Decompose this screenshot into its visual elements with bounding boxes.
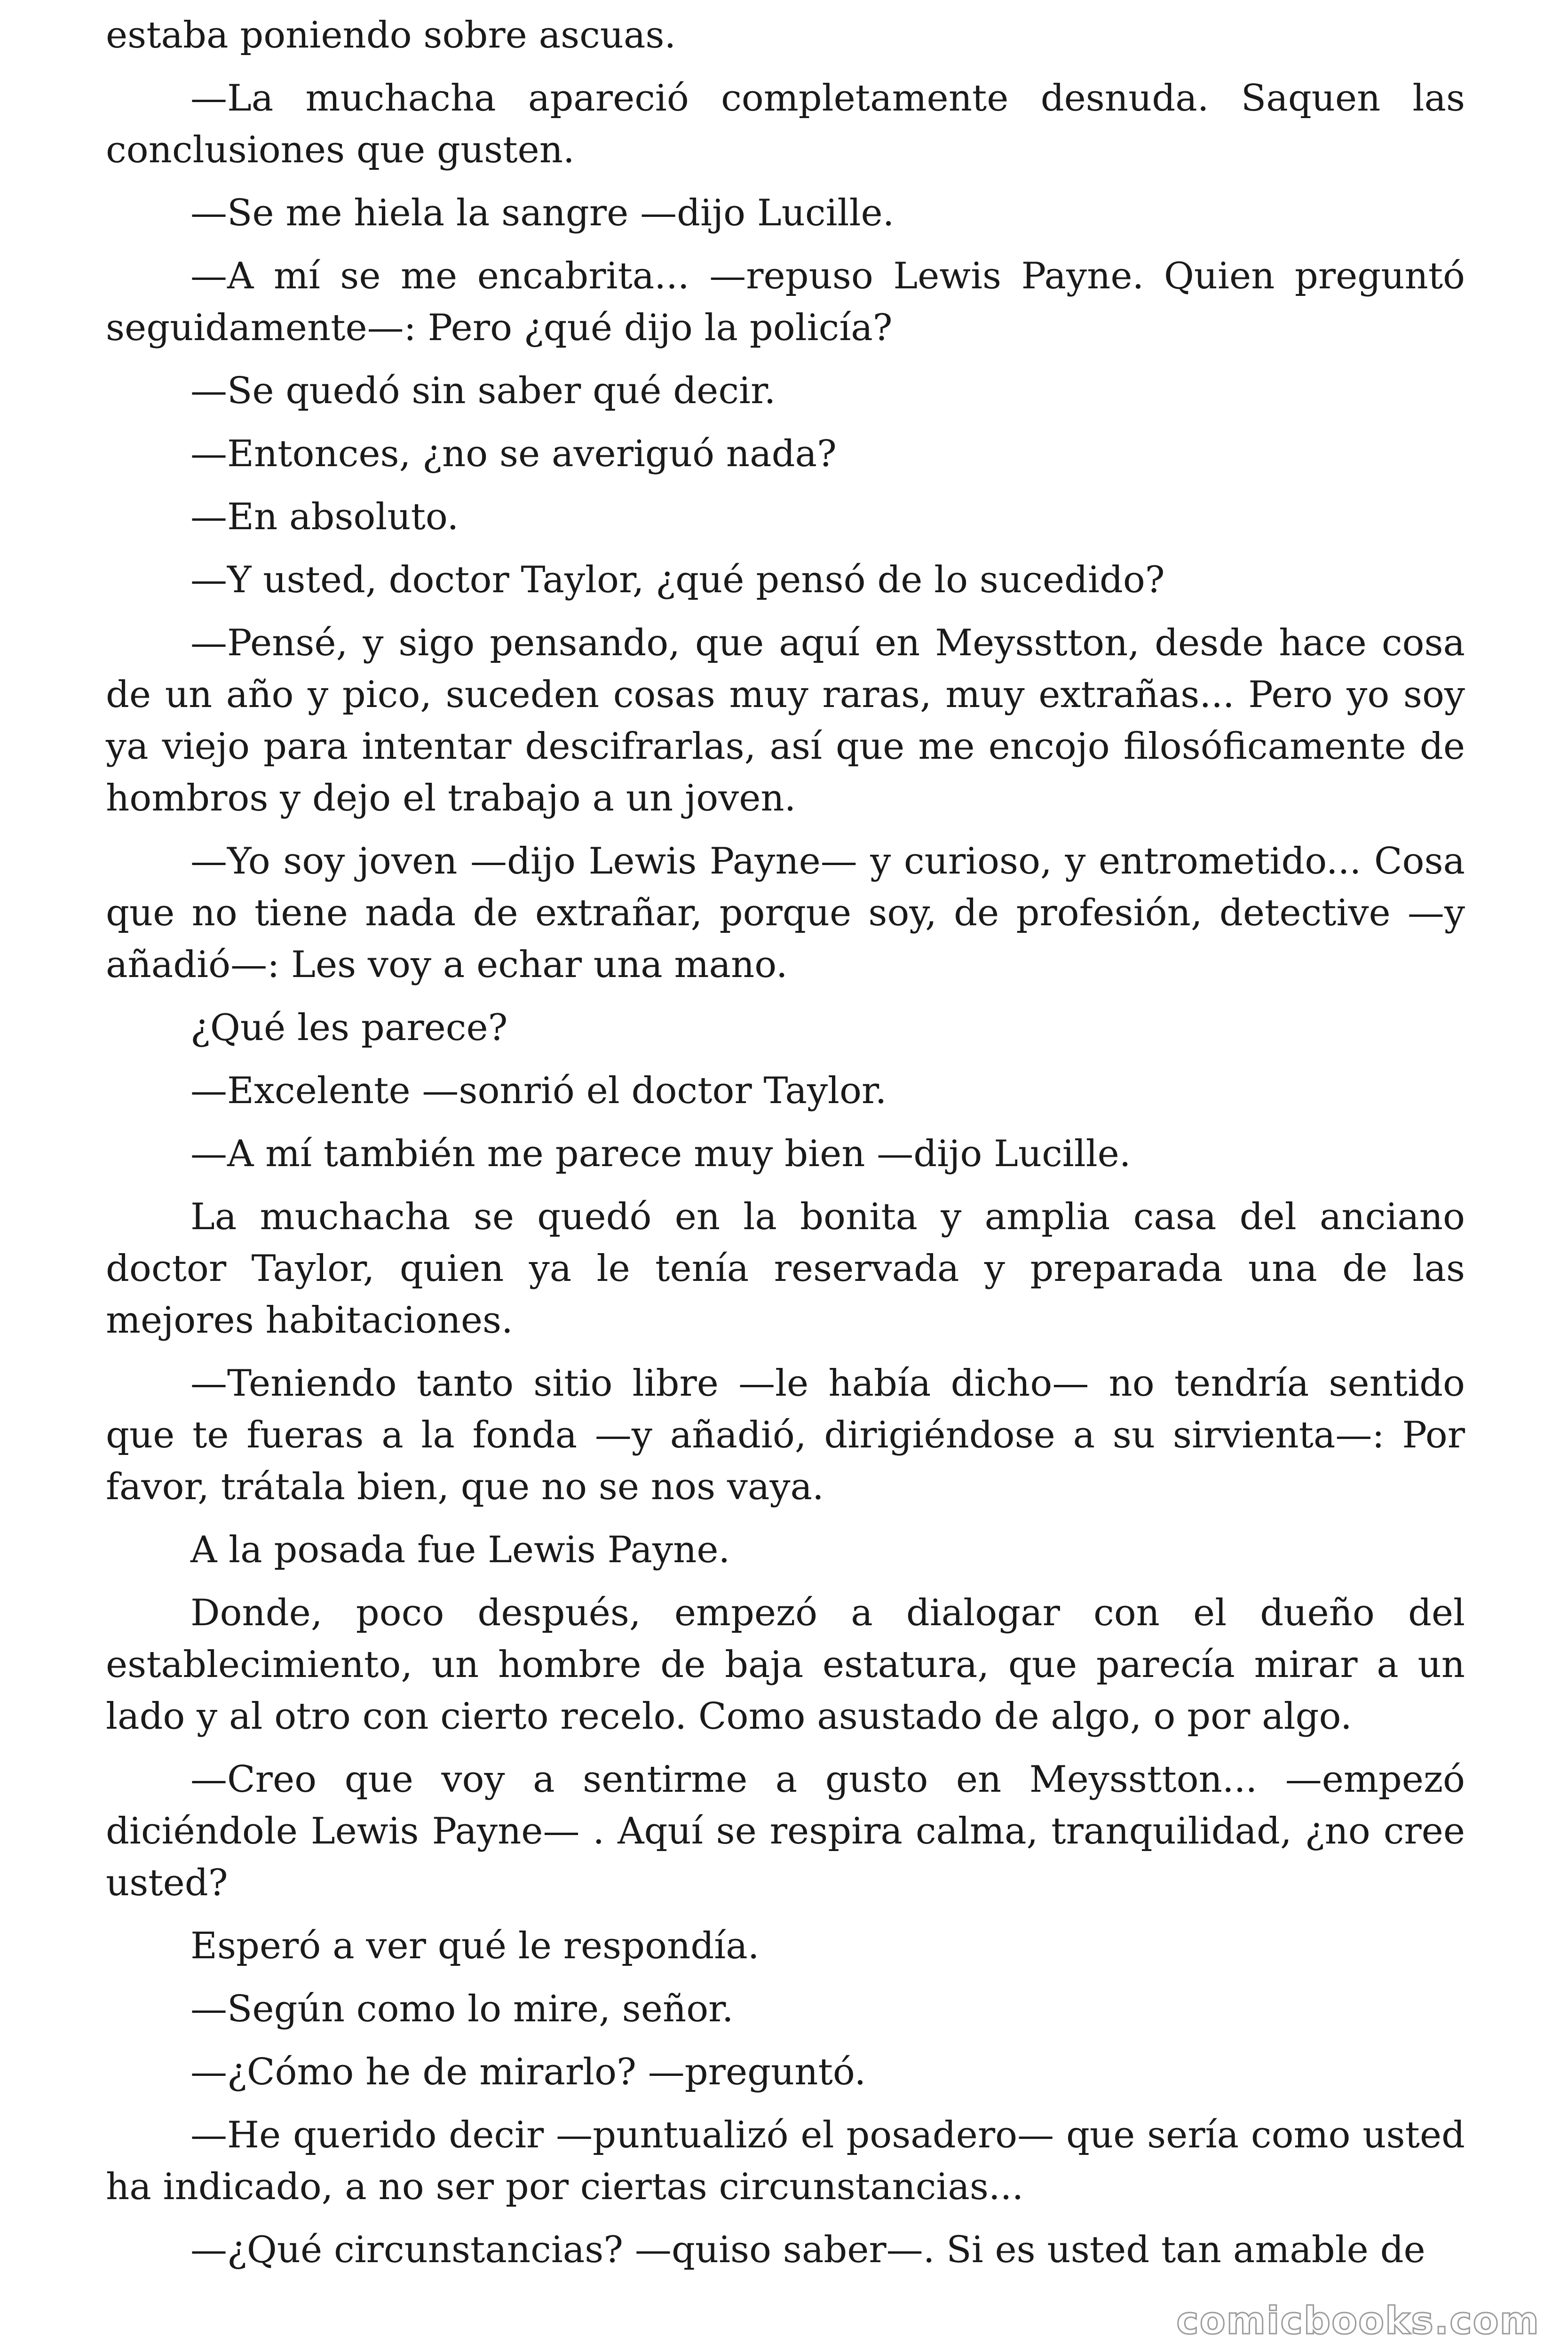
paragraph: —Teniendo tanto sitio libre —le había dicho— no tendría sentido que te fueras a la fonda —y añadió, dirigiéndose a su sirvienta—: Por favor, trátala bien, que no se nos vaya. xyxy=(106,1362,1465,1508)
paragraph: Esperó a ver qué le respondía. xyxy=(190,1925,760,1967)
watermark: comicbooks.com xyxy=(1176,2299,1540,2343)
paragraph: estaba poniendo sobre ascuas. xyxy=(106,14,676,56)
paragraph: —A mí también me parece muy bien —dijo Lucille. xyxy=(190,1133,1131,1175)
paragraph: A la posada fue Lewis Payne. xyxy=(190,1529,730,1571)
page-text xyxy=(106,9,1465,2287)
paragraph: —Y usted, doctor Taylor, ¿qué pensó de lo sucedido? xyxy=(190,559,1165,601)
paragraph: —Según como lo mire, señor. xyxy=(190,1988,734,2030)
paragraph: Donde, poco después, empezó a dialogar con el dueño del establecimiento, un hombre de baja estatura, que parecía mirar a un lado y al otro con cierto recelo. Como asustado de algo, o por algo. xyxy=(106,1592,1465,1738)
paragraph: —¿Cómo he de mirarlo? —preguntó. xyxy=(190,2051,866,2093)
paragraph: —¿Qué circunstancias? —quiso saber—. Si es usted tan amable de xyxy=(190,2229,1425,2271)
paragraph: —Se quedó sin saber qué decir. xyxy=(190,370,776,412)
paragraph: —Excelente —sonrió el doctor Taylor. xyxy=(190,1070,887,1112)
paragraph: La muchacha se quedó en la bonita y amplia casa del anciano doctor Taylor, quien ya le tenía reservada y preparada una de las mejores habitaciones. xyxy=(106,1196,1465,1342)
paragraph: —Yo soy joven —dijo Lewis Payne— y curioso, y entrometido... Cosa que no tiene nada de extrañar, porque soy, de profesión, detective —y añadió—: Les voy a echar una mano. xyxy=(106,840,1465,986)
paragraph: —Se me hiela la sangre —dijo Lucille. xyxy=(190,192,895,234)
paragraph: ¿Qué les parece? xyxy=(190,1007,508,1049)
paragraph: —En absoluto. xyxy=(190,496,459,538)
paragraph: —Pensé, y sigo pensando, que aquí en Meysstton, desde hace cosa de un año y pico, suceden cosas muy raras, muy extrañas... Pero yo soy ya viejo para intentar descifrarlas, así que me encojo filosóficamente de hombros y dejo el trabajo a un joven. xyxy=(106,622,1465,819)
paragraph: —A mí se me encabrita... —repuso Lewis Payne. Quien preguntó seguidamente—: Pero ¿qué dijo la policía? xyxy=(106,255,1465,349)
paragraph: —He querido decir —puntualizó el posadero— que sería como usted ha indicado, a no ser por ciertas circunstancias... xyxy=(106,2114,1465,2208)
paragraph: —Entonces, ¿no se averiguó nada? xyxy=(190,433,837,475)
paragraph: —La muchacha apareció completamente desnuda. Saquen las conclusiones que gusten. xyxy=(106,77,1465,171)
paragraph: —Creo que voy a sentirme a gusto en Meysstton... —empezó diciéndole Lewis Payne— . Aquí se respira calma, tranquilidad, ¿no cree usted? xyxy=(106,1758,1465,1904)
